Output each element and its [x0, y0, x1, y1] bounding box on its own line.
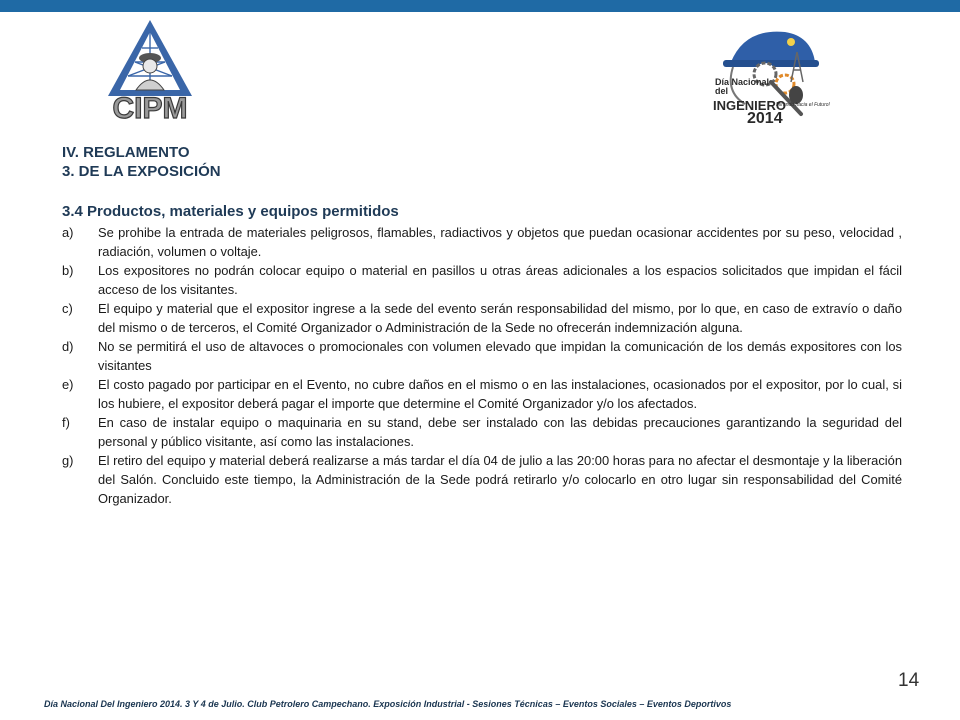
rule-text: El costo pagado por participar en el Evento, no cubre daños en el mismo o en las instalaciones, ocasionados por el expositor, por lo cual, si los hubiere, el expositor deberá pagar el importe que determine el Comité Organizador y/o los afectados.: [98, 377, 902, 411]
logo-line-ingeniero: INGENIERO: [713, 98, 786, 113]
logo-tagline: Mirando hacia el Futuro!: [776, 102, 830, 108]
rule-text: Los expositores no podrán colocar equipo o material en pasillos u otras áreas adicionales a los espacios solicitados que impidan el fácil acceso de los visitantes.: [98, 263, 902, 297]
rules-list: [62, 223, 902, 508]
rule-text: Se prohibe la entrada de materiales peligrosos, flamables, radiactivos y objetos que puedan ocasionar accidentes por su peso, velocidad , radiación, volumen o voltaje.: [98, 225, 902, 259]
rule-item-b: [62, 261, 902, 299]
rule-item-g: [62, 451, 902, 508]
footer-text: Día Nacional Del Ingeniero 2014. 3 Y 4 de Julio. Club Petrolero Campechano. Exposición Industrial - Sesiones Técnicas – Eventos Sociales – Eventos Deportivos: [44, 699, 732, 709]
cipm-emblem-icon: [100, 18, 200, 123]
rule-item-d: [62, 337, 902, 375]
heading-exposicion: 3. DE LA EXPOSICIÓN: [62, 163, 221, 180]
rule-letter: b): [62, 263, 74, 278]
rule-item-c: [62, 299, 902, 337]
dia-ingeniero-logo: [693, 22, 843, 132]
logo-year: 2014: [747, 110, 783, 127]
page-number: 14: [898, 670, 920, 691]
rule-item-e: [62, 375, 902, 413]
rule-letter: c): [62, 301, 73, 316]
cipm-logo-text: CIPM: [112, 92, 188, 123]
rule-letter: g): [62, 453, 74, 468]
heading-reglamento: IV. REGLAMENTO: [62, 144, 190, 161]
rule-letter: e): [62, 377, 74, 392]
section-title: 3.4 Productos, materiales y equipos permitidos: [62, 203, 399, 220]
document-content: [62, 143, 902, 508]
rule-text: No se permitirá el uso de altavoces o promocionales con volumen elevado que impidan la comunicación de los demás expositores con los visitantes: [98, 339, 902, 373]
rule-letter: f): [62, 415, 70, 430]
rule-item-a: [62, 223, 902, 261]
logo-line-dia: Día Nacional del: [715, 77, 770, 96]
rule-item-f: [62, 413, 902, 451]
rule-letter: d): [62, 339, 74, 354]
rule-text: El equipo y material que el expositor ingrese a la sede del evento serán responsabilidad del mismo, por lo que, en caso de extravío o daño del mismo o de terceros, el Comité Organizador o Administración de la Sede no ofrecerán indemnización alguna.: [98, 301, 902, 335]
cipm-logo: [100, 18, 200, 123]
top-bar: [0, 0, 960, 12]
rule-text: El retiro del equipo y material deberá realizarse a más tardar el día 04 de julio a las 20:00 horas para no afectar el desmontaje y la liberación del Salón. Concluido este tiempo, la Administración de la Sede podrá retirarlo y/o colocarlo en otro lugar sin responsabilidad del Comité Organizador.: [98, 453, 902, 506]
rule-letter: a): [62, 225, 74, 240]
rule-text: En caso de instalar equipo o maquinaria en su stand, debe ser instalado con las debidas precauciones garantizando la seguridad del personal y público visitante, así como las instalaciones.: [98, 415, 902, 449]
